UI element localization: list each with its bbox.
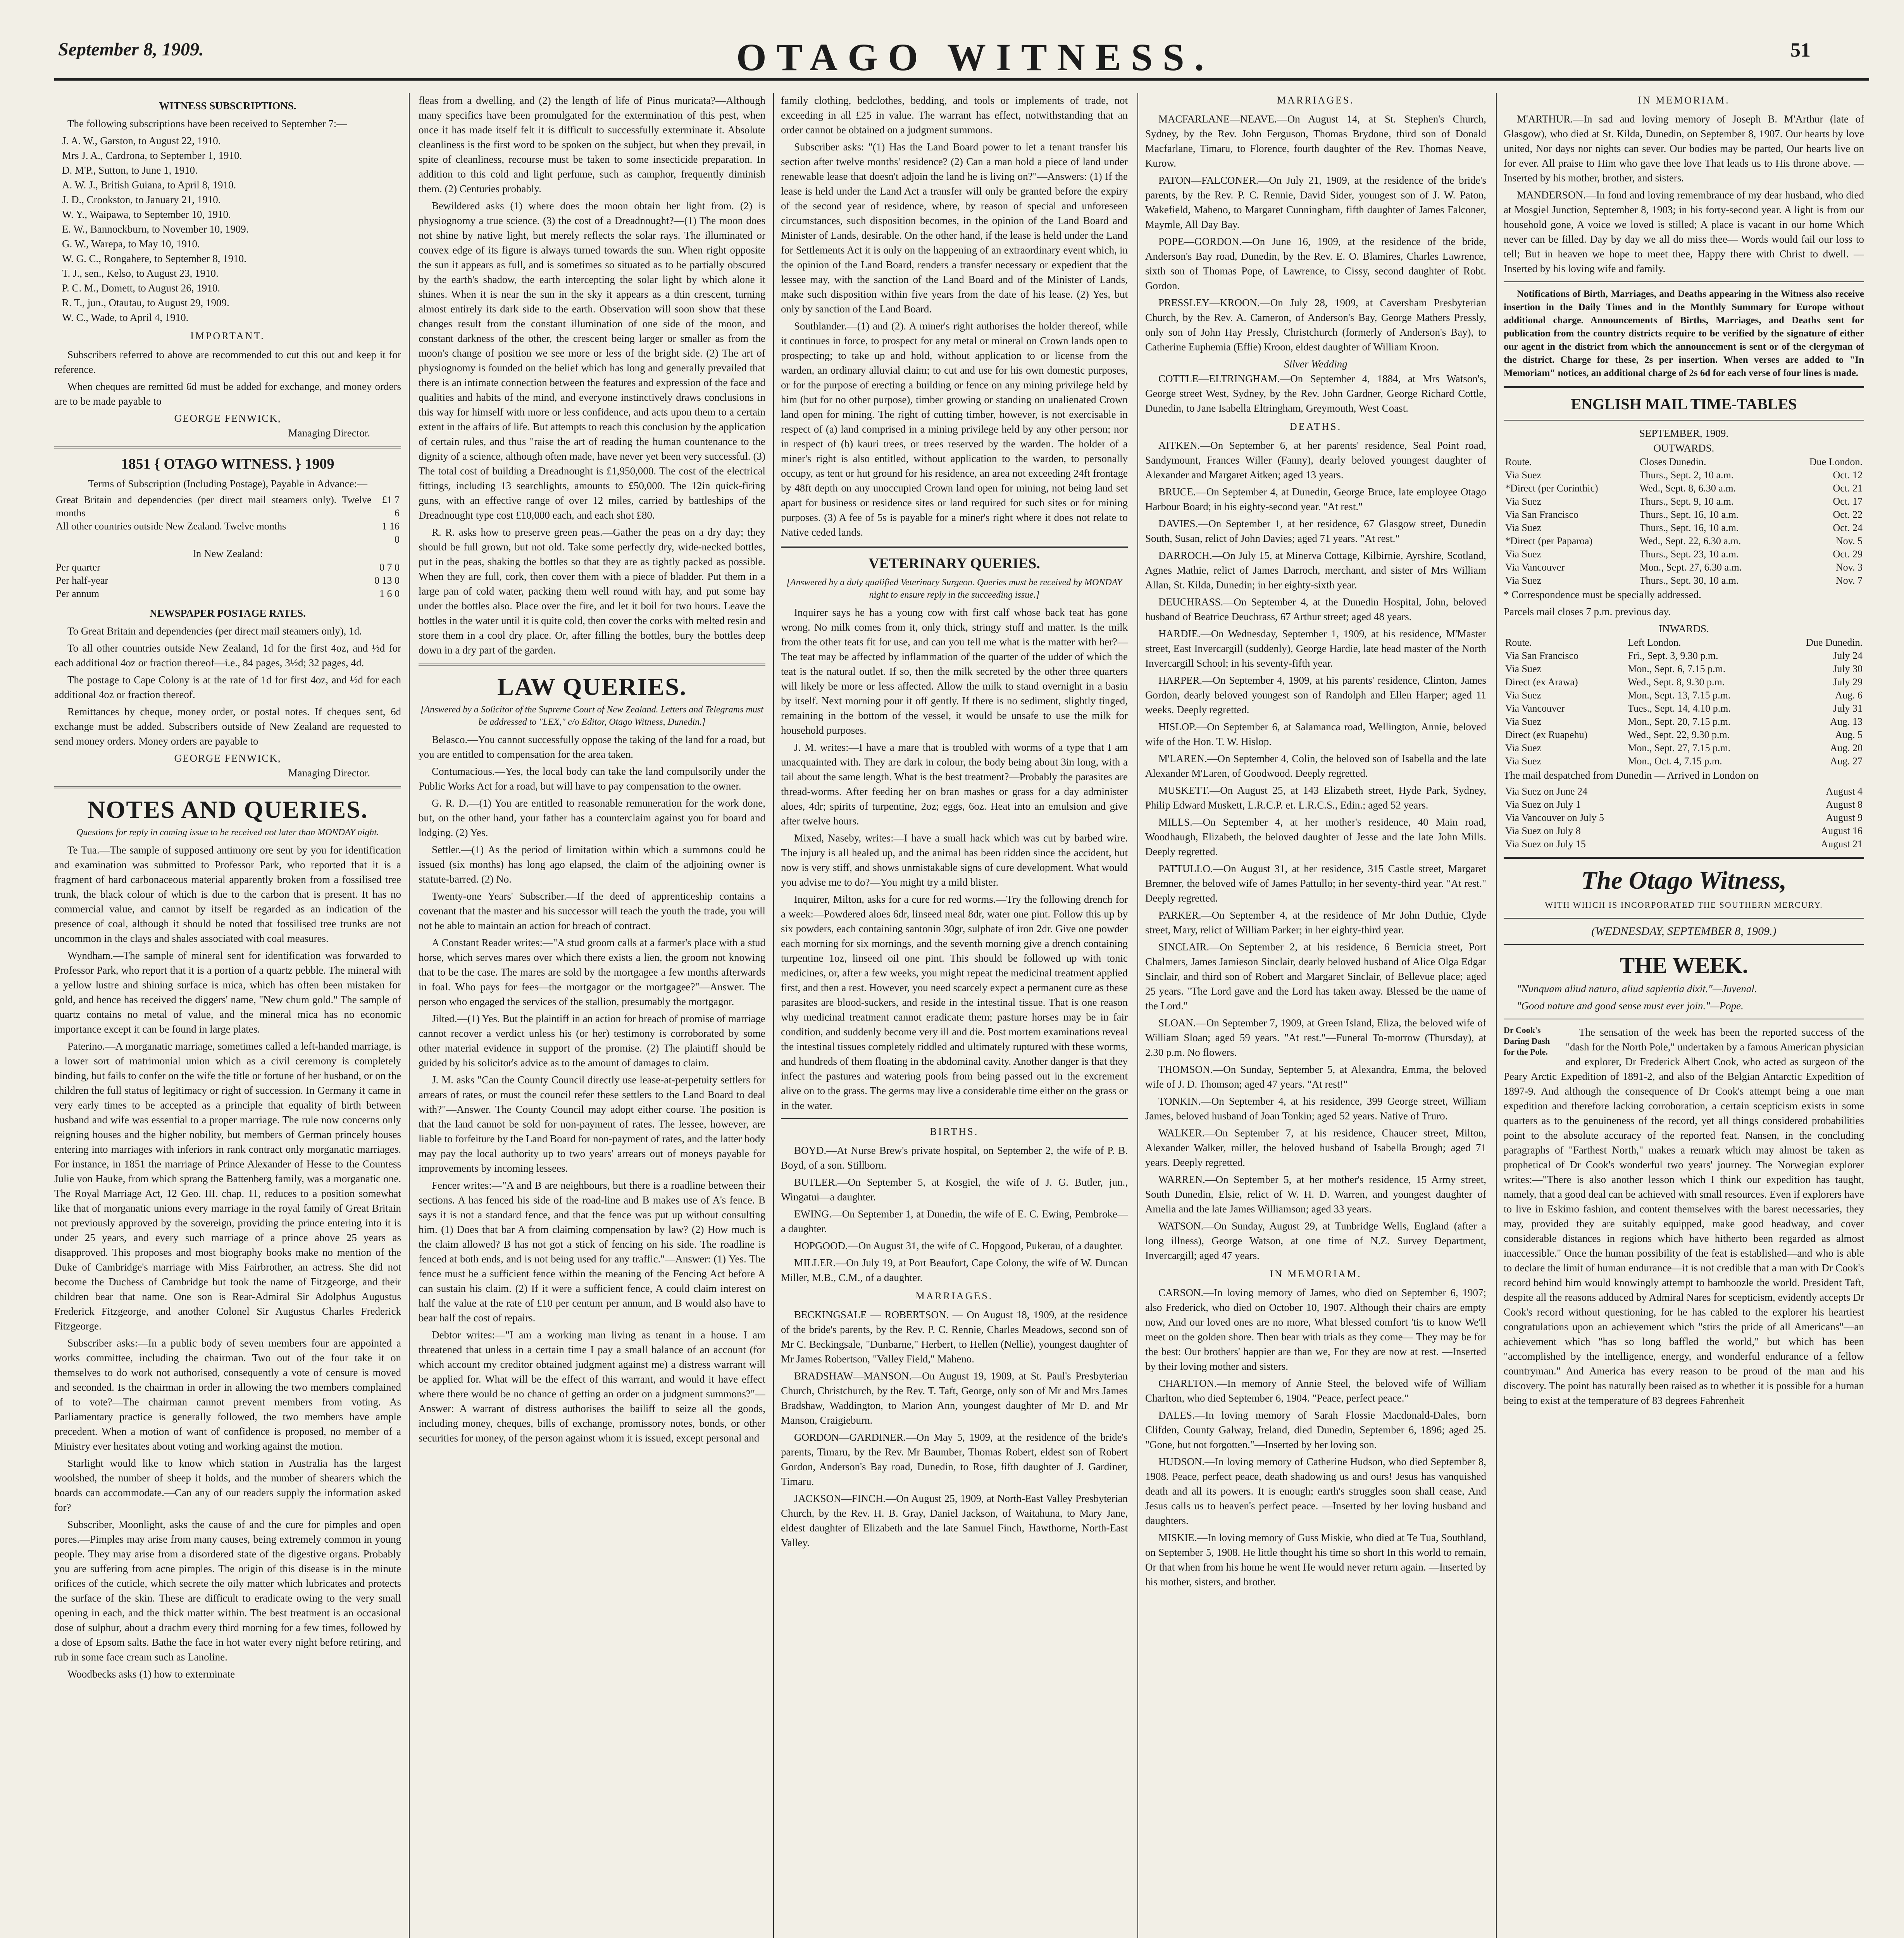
query-answer: Starlight would like to know which station in Australia has the largest woolshed, the number of sheep it holds, and the number of shearers which the boards can accommodate.—Can any of our readers supply the information asked for?: [54, 1457, 401, 1513]
route-cell: Via Suez: [1505, 548, 1542, 560]
law-answer: J. M. asks "Can the County Council directly use lease-at-perpetuity settlers for arrears of rates, or must the council refer these settlers to the Land Board to deal with?"—Answer. The County Council may adopt either course. The position is that the land cannot be sold for non-payment of rates. The lessee, however, are liable to forfeiture by the Land Board for non-payment of rates, and the latter body may pay the local authority up to two years' arrears out of moneys payable for improvements by incoming lessees.: [419, 1074, 765, 1174]
law-answer: Fencer writes:—"A and B are neighbours, but there is a roadline between their sections. A has fenced his side of the road-line and B makes use of A's fence. B says it is not a standard fence, and that the fence was put up without consulting him. (1) Does that bar A from claiming compensation by law? (2) How much is the claim allowed? B has not got a stick of fencing on his side. The roadline is fenced at both ends, and is not being used for any traffic."—Answer: (1) Yes. The fence must be a sufficient fence within the meaning of the Fencing Act before A can sustain his claim. (2) If it were a sufficient fence, A could claim interest on half the value at the rate of £10 per centum per annum, and B would also have to bear half the cost of repairs.: [419, 1179, 765, 1324]
signature-name: GEORGE FENWICK,: [174, 412, 281, 424]
witness-subscription-heading: 1851 { OTAGO WITNESS. } 1909: [121, 456, 334, 472]
the-week-heading: THE WEEK.: [1620, 953, 1748, 978]
parcels-note: Parcels mail closes 7 p.m. previous day.: [1504, 606, 1671, 617]
left-cell: Mon., Sept. 13, 7.15 p.m.: [1628, 690, 1731, 701]
postage-line: To Great Britain and dependencies (per direct mail steamers only), 1d.: [67, 625, 362, 637]
due-cell: Oct. 29: [1833, 548, 1863, 560]
table-row: [1504, 508, 1864, 521]
issue-date: September 8, 1909.: [58, 39, 204, 60]
despatch-cell: Via Suez on July 1: [1505, 799, 1581, 810]
birth-notice: BUTLER.—On September 5, at Kosgiel, the wife of J. G. Butler, jun., Wingatui—a daughter.: [781, 1176, 1128, 1203]
due-cell: Oct. 17: [1833, 496, 1863, 507]
column-divider: [409, 93, 410, 1938]
due-cell: July 24: [1833, 650, 1863, 661]
mail-month: SEPTEMBER, 1909.: [1639, 428, 1729, 439]
closes-cell: Thurs., Sept. 2, 10 a.m.: [1639, 469, 1734, 481]
query-answer: Paterino.—A morganatic marriage, sometimes called a left-handed marriage, is a lower sort of matrimonial union which as a civil ceremony is completely binding, but fails to confer on the wife the title or fortune of her husband, or on the children the full status of legitimacy or right of succession. In Germany it came in very early times to be accepted as a principle that equality of birth between husband and wife was essential to a proper marriage. The rule now concerns only reigning houses and the higher nobility, but members of German princely houses entering into marriages with inferiors in rank contract only morganatic marriages. For instance, in 1851 the marriage of Prince Alexander of Hesse to the Countess Julie von Hauke, from which sprang the Battenberg family, was a morganatic one. The Royal Marriage Act, 12 Geo. III. chap. 11, reduces to a position somewhat like that of morganatic unions every marriage in the royal family of Great Britain not previously approved by the sovereign, providing the prince entering into it is under 25 years, and every such marriage of a prince above 25 years as disapproved. This proposes and most biography books make no mention of the Duke of Cambridge's marriage with Miss Fairbrother, an actress. She did not become the Duchess of Cambridge but took the name of Fitzgeorge, and their children bear that name. One son is Rear-Admiral Sir Adolphus Augustus Frederick Fitzgeorge, and another Colonel Sir Augustus Charles Frederick Fitzgeorge.: [54, 1040, 401, 1332]
table-row: [1504, 561, 1864, 574]
masthead: [0, 0, 1904, 83]
postage-heading: NEWSPAPER POSTAGE RATES.: [150, 607, 306, 619]
masthead-rule: [54, 78, 1869, 81]
arrival-cell: August 8: [1826, 799, 1863, 810]
table-row: [1504, 811, 1864, 824]
rate-label: Great Britain and dependencies (per direct mail steamers only). Twelve months: [56, 494, 372, 519]
death-notice: MUSKETT.—On August 25, at 143 Elizabeth street, Hyde Park, Sydney, Philip Edward Muskett, L.R.C.P. et. L.R.C.S., Edin.; aged 52 years.: [1145, 785, 1486, 811]
memoriam-heading: IN MEMORIAM.: [1270, 1268, 1362, 1279]
rate-label: Per half-year: [56, 575, 108, 586]
marriage-notice: PRESSLEY—KROON.—On July 28, 1909, at Caversham Presbyterian Church, by the Rev. A. Cameron, of Anderson's Bay, George Mathers Pressly, only son of John Hay Pressly, Christchurch (formerly of Anderson's Bay), to Catherine Euphemia (Effie) Kroon, eldest daughter of William Kroon.: [1145, 297, 1486, 353]
despatch-cell: Via Vancouver on July 5: [1505, 812, 1604, 823]
column-3: [781, 93, 1128, 1938]
arrivals-note: The mail despatched from Dunedin — Arrived in London on: [1504, 769, 1759, 781]
veterinary-answer: J. M. writes:—I have a mare that is troubled with worms of a type that I am unacquainted with. They are dark in colour, the body being about 3in long, with a tail about the same length. What is the best treatment?—Probably the parasites are thread-worms. After feeding her on bran mashes or grass for a day administer aloes, 4dr; spirits of turpentine, 2oz; eggs, 6oz. Heat into an emulsion and give after twelve hours.: [781, 741, 1128, 827]
veterinary-note: [Answered by a duly qualified Veterinary Surgeon. Queries must be received by MONDAY night to ensure reply in the succeeding issue.]: [786, 578, 1122, 600]
table-row: [1504, 574, 1864, 587]
closes-cell: Thurs., Sept. 16, 10 a.m.: [1639, 509, 1739, 520]
memoriam-notice: MANDERSON.—In fond and loving remembrance of my dear husband, who died at Mosgiel Junction, September 8, 1903; in his forty-second year. A light is from our household gone, A voice we loved is stilled; A place is vacant in our home Which never can be filled. Day by day we all do miss thee— Words would fail our loss to tell; But in heaven we hope to meet thee, Happy there with Christ to dwell. —Inserted by his loving wife and family.: [1504, 189, 1864, 274]
editorial-paragraph: The sensation of the week has been the reported success of the "dash for the North Pole," undertaken by a famous American physician and explorer, Dr Frederick Albert Cook, who acted as surgeon of the Peary Arctic Expedition of 1891-2, and also of the Belgian Antarctic Expedition of 1897-9. And although the consequence of Dr Cook's attempt being a one man expedition and therefore lacking corroboration, a certain scepticism exists in some quarters as to the genuineness of the record, yet all things considered probabilities point to the absolute accuracy of the reported feat. Nansen, in the concluding paragraphs of "Farthest North," makes a remark which may almost be taken as prophetical of Dr Cook's wonderful two years' journey. The Norwegian explorer writes:—"There is also another lesson which I think our expedition has taught, namely, that a good deal can be achieved with small resources. Even if explorers have to live in Eskimo fashion, and content themselves with the barest necessaries, they may, provided they are suitably equipped, make good headway, and cover considerable distances in regions which have hitherto been regarded as almost inaccessible." Once the human possibility of the feat is established—and who is able to declare the limit of human endurance—it is not credible that a man with Dr Cook's record behind him would knowingly attempt to bamboozle the world. President Taft, despite all the reasons adduced by Admiral Nares for scepticism, evidently accepts Dr Cook's record without questioning, for he has cabled to the explorer his heartiest congratulations upon an achievement which "stirs the pride of all Americans"—an achievement which "has so long baffled the world," but which has been "accomplished by the intelligence, energy, and wonderful endurance of a fellow countryman." And America has every reason to be proud of the man and his discovery. The point has naturally been raised as to whether it is possible for a human being to exist at the temperature of 83 degrees Fahrenheit: [1504, 1026, 1864, 1406]
closes-cell: Wed., Sept. 22, 6.30 a.m.: [1639, 535, 1741, 547]
marriages-heading: MARRIAGES.: [915, 1290, 993, 1302]
rule: [1504, 944, 1864, 945]
table-row: [1504, 824, 1864, 838]
important-heading: IMPORTANT.: [190, 330, 265, 341]
memoriam-notice: MISKIE.—In loving memory of Guss Miskie, who died at Te Tua, Southland, on September 5, 1908. He little thought his time so short In this world to remain, Or that when from his home he went He would never return again. —Inserted by his mother, sisters, and brother.: [1145, 1532, 1486, 1588]
page-number: 51: [1790, 39, 1811, 61]
arrivals-table: [1504, 785, 1864, 851]
table-row: [1504, 755, 1864, 768]
death-notice: TONKIN.—On September 4, at his residence, 399 George street, William James, beloved husband of Joan Tonkin; aged 52 years. Native of Truro.: [1145, 1095, 1486, 1122]
left-cell: Fri., Sept. 3, 9.30 p.m.: [1628, 650, 1718, 661]
signature-title: Managing Director.: [288, 427, 370, 439]
route-cell: Via Vancouver: [1505, 562, 1565, 573]
inwards-table: [1504, 636, 1864, 768]
query-answer: Wyndham.—The sample of mineral sent for identification was forwarded to Professor Park, who report that it is a portion of a quartz pebble. The mineral with a yellow lustre and shining surface is mica, which has often been mistaken for gold, and hence has received the diggers' name, "New chum gold." The sample of quartz contains no metal of value, and the mineral mica has no economic importance except it can be found in large plates.: [54, 950, 401, 1035]
route-cell: *Direct (per Paparoa): [1505, 535, 1593, 547]
column-4: [1145, 93, 1486, 1938]
closes-cell: Thurs., Sept. 16, 10 a.m.: [1639, 522, 1739, 533]
rule: [1504, 420, 1864, 421]
outwards-footnote: * Correspondence must be specially addressed.: [1504, 589, 1701, 600]
column-header: Route.: [1505, 456, 1532, 467]
death-notice: AITKEN.—On September 6, at her parents' residence, Seal Point road, Sandymount, Frances Willer (Fanny), dearly beloved youngest daughter of Alexander and Margaret Aitken; aged 13 years.: [1145, 440, 1486, 481]
remittance-note: Remittances by cheque, money order, or postal notes. If cheques sent, 6d exchange must be added. Subscribers outside of New Zealand are requested to send money orders. Money orders are payable to: [54, 706, 401, 747]
route-cell: Via San Francisco: [1505, 650, 1579, 661]
table-row: [1504, 662, 1864, 676]
table-row: [1504, 676, 1864, 689]
closes-cell: Thurs., Sept. 23, 10 a.m.: [1639, 548, 1739, 560]
rule: [1504, 918, 1864, 919]
nz-rates-table: [54, 561, 401, 600]
table-row: [1504, 798, 1864, 811]
rate-label: Per annum: [56, 588, 99, 599]
rate-value: 0 7 0: [379, 562, 400, 573]
subscription-entry: A. W. J., British Guiana, to April 8, 1910.: [62, 179, 236, 191]
law-queries-heading: LAW QUERIES.: [497, 673, 687, 700]
subscription-entry: W. G. C., Rongahere, to September 8, 1910.: [62, 253, 246, 264]
veterinary-heading: VETERINARY QUERIES.: [868, 555, 1040, 572]
death-notice: PARKER.—On September 4, at the residence of Mr John Duthie, Clyde street, Mary, relict of William Parker; in her eighty-third year.: [1145, 909, 1486, 936]
due-cell: Oct. 22: [1833, 509, 1863, 520]
death-notice: DEUCHRASS.—On September 4, at the Dunedin Hospital, John, beloved husband of Beatrice Deuchrass, 67 Arthur street; aged 48 years.: [1145, 596, 1486, 622]
route-cell: Via Suez: [1505, 716, 1542, 727]
marriage-notice: GORDON—GARDINER.—On May 5, 1909, at the residence of the bride's parents, Timaru, by the Rev. Mr Baumber, Thomas Robert, eldest son of Robert Gordon, Anderson's Bay road, Dunedin, to Rose, fifth daughter of J. Gardiner, Timaru.: [781, 1431, 1128, 1487]
query-answer: Subscriber, Moonlight, asks the cause of and the cure for pimples and open pores.—Pimples may arise from many causes, being extremely common in young people. They may arise from a disordered state of the digestive organs. Probably you are suffering from acne pimples. The origin of this disease is in the minute orifices of the cuticle, which secrete the oily matter which lubricates and protects the surface of the skin. These are difficult to eradicate owing to the very small opening in each, and the thick matter within. The best treatment is an occasional dose of sulphur, about a drachm every third morning for a few times, followed by a dose of Epsom salts. Bathe the face in hot water every night before retiring, and rub in some face cream such as Lanoline.: [54, 1519, 401, 1663]
due-cell: Aug. 27: [1830, 755, 1863, 767]
column-header: Closes Dunedin.: [1639, 456, 1706, 467]
law-answer: Debtor writes:—"I am a working man living as tenant in a house. I am threatened that unless in a certain time I pay a small balance of an account (for which account my creditor obtained judgment against me) a distress warrant will be applied for. What will be the effect of this warrant, and would it have effect where there would be no chance of getting an order on a judgment summons?"—Answer: A warrant of distress authorises the bailiff to seize all the goods, including money, cheques, bills of exchange, promissory notes, bonds, or other securities for money, of the person against whom it is issued, except personal and: [419, 1329, 765, 1444]
rule: [1504, 386, 1864, 388]
table-row: [1504, 785, 1864, 798]
column-divider: [1137, 93, 1138, 1938]
rule: [419, 664, 765, 666]
due-cell: Aug. 13: [1830, 716, 1863, 727]
subscription-entry: P. C. M., Domett, to August 26, 1910.: [62, 282, 221, 294]
death-notice: BRUCE.—On September 4, at Dunedin, George Bruce, late employee Otago Harbour Board; in his eighty-second year. "At rest.": [1145, 486, 1486, 512]
due-cell: Oct. 12: [1833, 469, 1863, 481]
death-notice: MILLS.—On September 4, at her mother's residence, 40 Main road, Woodhaugh, Elizabeth, the beloved daughter of Jesse and the late John Mills. Deeply regretted.: [1145, 816, 1486, 857]
side-heading: Dr Cook's Daring Dash for the Pole.: [1504, 1025, 1550, 1057]
despatch-cell: Via Suez on July 15: [1505, 838, 1586, 850]
law-answer: Settler.—(1) As the period of limitation within which a summons could be issued (six months) has long ago elapsed, the claim of the adjoining owner is statute-barred. (2) No.: [419, 844, 765, 885]
table-row: [1504, 838, 1864, 851]
column-divider: [773, 93, 774, 1938]
rate-value: 1 16 0: [382, 521, 400, 545]
despatch-cell: Via Suez on June 24: [1505, 786, 1588, 797]
death-notice: DAVIES.—On September 1, at her residence, 67 Glasgow street, Dunedin South, Susan, relict of John Davies; aged 71 years. "At rest.": [1145, 518, 1486, 544]
rule: [1504, 281, 1864, 282]
veterinary-answer: Mixed, Naseby, writes:—I have a small hack which was cut by barbed wire. The injury is all healed up, and the animal has been ridden since the accident, but now is very stiff, and shows unmistakable signs of cure development. What would you advise me to do?—You might try a mild blister.: [781, 832, 1128, 888]
marriages-heading: MARRIAGES.: [1277, 95, 1354, 106]
editorial-date: (WEDNESDAY, SEPTEMBER 8, 1909.): [1591, 925, 1776, 938]
law-answer: Twenty-one Years' Subscriber.—If the deed of apprenticeship contains a covenant that the master and his successor will teach the youth the trade, you will not be able to maintain an action for breach of contract.: [419, 890, 765, 931]
route-cell: Direct (ex Arawa): [1505, 676, 1578, 688]
table-row: [1504, 482, 1864, 495]
birth-notice: BOYD.—At Nurse Brew's private hospital, on September 2, the wife of P. B. Boyd, of a son. Stillborn.: [781, 1145, 1128, 1171]
law-answer: Contumacious.—Yes, the local body can take the land compulsorily under the Public Works Act for a road, but will have to pay compensation to the owner.: [419, 766, 765, 792]
rule: [781, 1118, 1128, 1119]
memoriam-notice: HUDSON.—In loving memory of Catherine Hudson, who died September 8, 1908. Peace, perfect peace, death shadowing us and ours! Jesus has vanquished death and all its powers. It is enough; earth's struggles soon shall cease, And Jesus calls us to heaven's perfect peace. —Inserted by her loving husband and daughters.: [1145, 1456, 1486, 1526]
route-cell: *Direct (per Corinthic): [1505, 483, 1598, 494]
law-answer: Belasco.—You cannot successfully oppose the taking of the land for a road, but you are entitled to compensation for the area taken.: [419, 734, 765, 760]
death-notice: SLOAN.—On September 7, 1909, at Green Island, Eliza, the beloved wife of William Sloan; aged 59 years. "At rest."—Funeral To-morrow (Thursday), at 2.30 p.m. No flowers.: [1145, 1017, 1486, 1058]
motto: "Good nature and good sense must ever join."—Pope.: [1517, 1000, 1744, 1012]
due-cell: Oct. 21: [1833, 483, 1863, 494]
death-notice: HARPER.—On September 4, 1909, at his parents' residence, Clinton, James Gordon, dearly beloved youngest son of Randolph and Ellen Harper; aged 11 weeks. Deeply regretted.: [1145, 674, 1486, 716]
subscriptions-intro: The following subscriptions have been received to September 7:—: [67, 118, 347, 129]
subscription-entry: R. T., jun., Otautau, to August 29, 1909.: [62, 297, 229, 309]
law-queries-note: [Answered by a Solicitor of the Supreme Court of New Zealand. Letters and Telegrams must be addressed to "LEX," c/o Editor, Otago Witness, Dunedin.]: [420, 705, 763, 727]
law-answer: Southlander.—(1) and (2). A miner's right authorises the holder thereof, while it continues in force, to prospect for any metal or mineral on Crown lands open to prospecting; to take up and hold, without application to or license from the warden, an ordinary alluvial claim; to cut and use for his own domestic purposes, or for the purpose of erecting a building or fence on any mining privilege held by him (but for no other purpose), timber growing or standing on unalienated Crown land open for mining. The right of cutting timber, however, is not exercisable in respect of (a) land comprised in a mining privilege held by any other person; nor in respect of (b) kauri trees, or trees reserved by the warden. The holder of a miner's right is also entitled, without application to the warden, to personally occupy, as tent or hut ground for his residence, an area not exceeding 24ft frontage by 48ft depth on any unoccupied Crown land open for mining, not being land set apart for business or residence sites or land required for such sites or for mining purposes. (3) A fee of 5s is payable for a miner's right where it does not relate to Native ceded lands.: [781, 320, 1128, 538]
arrival-cell: August 4: [1826, 786, 1863, 797]
closes-cell: Wed., Sept. 8, 6.30 a.m.: [1639, 483, 1736, 494]
deaths-heading: DEATHS.: [1289, 421, 1342, 432]
rate-value: £1 7 6: [382, 494, 400, 519]
column-header: Due London.: [1809, 456, 1863, 467]
query-answer: Bewildered asks (1) where does the moon obtain her light from. (2) is physiognomy a true science. (3) the cost of a Dreadnought?—(1) The moon does not shine by native light, but merely reflects the solar rays. The illuminated or convex edge of its figure is always turned towards the sun. When right opposite the sun it appears as full, and is sometimes so situated as to be partially obscured by the earth's shadow, the earth intercepting the solar light by which alone it shines. When it is near the sun in the sky it appears as a thin crescent, turning almost entirely its dark side to the earth. Observation will soon show that these changes result from the constant illumination of one side of the moon, and constant darkness of the other, the crescent being larger or smaller as from the moon's change of position we see more or less of the bright side. (2) The art of physiognomy is founded on the belief which has long and generally prevailed that there is an intimate connection between the features and expression of the face and qualities and habits of the mind, and everyone instinctively draws conclusions in this way for himself with more or less confidence, and acts upon them to a certain extent in the affairs of life. But attempts to reach this conclusion by the application of certain rules, and thus "raise the art of reading the human countenance to the dignity of a science, although often made, have never yet been very successful. (3) The total cost of building a Dreadnought is £1,950,000. The cost of the electrical fittings, including 13 searchlights, amounts to £50,000. The 12in quick-firing guns, with an effective range of over 12 miles, carried by battleships of the Dreadnought type cost £10,000 each, and each shot £80.: [419, 200, 765, 521]
subscription-entry: W. C., Wade, to April 4, 1910.: [62, 312, 189, 323]
subscription-entry: G. W., Warepa, to May 10, 1910.: [62, 238, 200, 250]
subscription-entry: D. M'P., Sutton, to June 1, 1910.: [62, 164, 198, 176]
marriage-notice: POPE—GORDON.—On June 16, 1909, at the residence of the bride, Anderson's Bay road, Dunedin, by the Rev. E. O. Blamires, Charles Lawrence, sixth son of Thomas Pope, of Lawrence, to Cissy, second daughter of Robt. Gordon.: [1145, 236, 1486, 291]
death-notice: M'LAREN.—On September 4, Colin, the beloved son of Isabella and the late Alexander M'Laren, of Goodwood. Deeply regretted.: [1145, 753, 1486, 779]
table-row: [1504, 535, 1864, 548]
query-answer: Subscriber asks:—In a public body of seven members four are appointed a works committee, including the chairman. Two out of the four take it on themselves to do work not authorised, consequently a vote of censure is moved and seconded. Is the chairman in order in allowing the two members complained of to vote?—The chairman cannot prevent members from voting. As Parliamentary practice is generally followed, the two members have ample precedent. When a motion of want of confidence is proposed, no member of a Ministry ever hesitates about voting and working against the motion.: [54, 1337, 401, 1452]
subscription-entry: J. A. W., Garston, to August 22, 1910.: [62, 135, 221, 147]
table-row: [1504, 469, 1864, 482]
postage-line: The postage to Cape Colony is at the rate of 1d for first 4oz, and ½d for each additional 4oz or fraction thereof.: [54, 674, 401, 700]
column-2: [419, 93, 765, 1938]
closes-cell: Thurs., Sept. 9, 10 a.m.: [1639, 496, 1734, 507]
left-cell: Mon., Sept. 6, 7.15 p.m.: [1628, 663, 1726, 674]
query-answer: Woodbecks asks (1) how to exterminate: [67, 1668, 235, 1680]
notifications-notice: Notifications of Birth, Marriages, and Deaths appearing in the Witness also receive insertion in the Daily Times and in the Monthly Summary for Europe without additional charge. Announcements of Births, Marriages, and Deaths sent for publication from the country districts require to be verified by the signature of either our agent in the district from which the announcement is sent or of the clergyman of the district. Charge for these, 2s per insertion. When verses are added to "In Memoriam" notices, an additional charge of 2s 6d for each verse of four lines is made.: [1504, 289, 1864, 378]
column-1: [54, 93, 401, 1938]
rule: [54, 447, 401, 448]
left-cell: Mon., Sept. 27, 7.15 p.m.: [1628, 742, 1731, 753]
column-header: Route.: [1505, 637, 1532, 648]
rule: [1504, 857, 1864, 859]
query-answer: fleas from a dwelling, and (2) the length of life of Pinus muricata?—Although many specifics have been promulgated for the extermination of this pest, when once it has made itself felt it is difficult to successfully exterminate it. Absolute cleanliness is the first word to be spoken on the subject, but when they prevail, in spite of cleanliness, recourse must be taken to some insecticide preparation. In addition to this cold and light perfume, such as camphor, frequently diminish them. (2) Centuries probably.: [419, 95, 765, 195]
silver-wedding-notice: COTTLE—ELTRINGHAM.—On September 4, 1884, at Mrs Watson's, George street West, Sydney, by the Rev. John Gardner, George Richard Cottle, Dunedin, to Jane Isabella Eltringham, Greymouth, West Coast.: [1145, 373, 1486, 414]
law-answer: family clothing, bedclothes, bedding, and tools or implements of trade, not exceeding in all £25 in value. The warrant has effect, notwithstanding that an order cannot be obtained on a judgment summons.: [781, 95, 1128, 136]
route-cell: Via San Francisco: [1505, 509, 1579, 520]
due-cell: Aug. 20: [1830, 742, 1863, 753]
memoriam-notice: CHARLTON.—In memory of Annie Steel, the beloved wife of William Charlton, who died September 6, 1904. "Peace, perfect peace.": [1145, 1378, 1486, 1404]
marriage-notice: MACFARLANE—NEAVE.—On August 14, at St. Stephen's Church, Sydney, by the Rev. John Ferguson, Thomas Brydone, third son of Donald Macfarlane, Timaru, to Florence, fourth daughter of the Rev. Thomas Neave, Kurow.: [1145, 113, 1486, 169]
notes-queries-note: Questions for reply in coming issue to be received not later than MONDAY night.: [76, 828, 379, 838]
due-cell: Nov. 3: [1835, 562, 1863, 573]
due-cell: Nov. 7: [1835, 575, 1863, 586]
table-row: [1504, 521, 1864, 535]
death-notice: HARDIE.—On Wednesday, September 1, 1909, at his residence, M'Master street, East Invercargill (suddenly), George Hardie, late head master of the North Invercargill School; in his seventy-fifth year.: [1145, 628, 1486, 669]
outwards-table: [1504, 455, 1864, 587]
rates-table: [54, 493, 401, 546]
left-cell: Mon., Sept. 20, 7.15 p.m.: [1628, 716, 1731, 727]
route-cell: Via Suez: [1505, 575, 1542, 586]
otago-witness-nameplate: The Otago Witness,: [1581, 866, 1787, 895]
despatch-cell: Via Suez on July 8: [1505, 825, 1581, 836]
closes-cell: Mon., Sept. 27, 6.30 a.m.: [1639, 562, 1742, 573]
rule: [54, 786, 401, 788]
table-row: [1504, 689, 1864, 702]
law-answer: A Constant Reader writes:—"A stud groom calls at a farmer's place with a stud horse, which serves mares over which there exists a lien, the groom not knowing that to be the case. The mares are sold by the mortgagee a few months afterwards in foal. Who pays for fees—the mortgagor or the mortgagee?"—Answer. The person who engaged the services of the stallion, presumably the mortgagor.: [419, 937, 765, 1007]
closes-cell: Thurs., Sept. 30, 10 a.m.: [1639, 575, 1739, 586]
table-row: [1504, 548, 1864, 561]
births-heading: BIRTHS.: [930, 1126, 979, 1137]
rate-label: Per quarter: [56, 562, 100, 573]
route-cell: Via Vancouver: [1505, 703, 1565, 714]
due-cell: Nov. 5: [1835, 535, 1863, 547]
important-note: When cheques are remitted 6d must be added for exchange, and money orders are to be made payable to: [54, 381, 401, 407]
law-answer: Jilted.—(1) Yes. But the plaintiff in an action for breach of promise of marriage cannot recover a verdict unless his (or her) testimony is corroborated by some other material evidence in support of the promise. (2) The plaintiff should be guided by his solicitor's advice as to the amount of damages to claim.: [419, 1013, 765, 1069]
left-cell: Mon., Oct. 4, 7.15 p.m.: [1628, 755, 1722, 767]
death-notice: PATTULLO.—On August 31, at her residence, 315 Castle street, Margaret Bremner, the beloved wife of James Pattullo; in her seventy-third year. "At rest." Deeply regretted.: [1145, 863, 1486, 904]
subscription-entry: W. Y., Waipawa, to September 10, 1910.: [62, 209, 231, 220]
memoriam-notice: DALES.—In loving memory of Sarah Flossie Macdonald-Dales, born Clifden, County Galway, Ireland, died Dunedin, September 6, 1896; aged 25. "Gone, but not forgotten."—Inserted by her loving son.: [1145, 1409, 1486, 1450]
left-cell: Wed., Sept. 22, 9.30 p.m.: [1628, 729, 1730, 740]
notes-queries-heading: NOTES AND QUERIES.: [87, 796, 368, 823]
birth-notice: MILLER.—On July 19, at Port Beaufort, Cape Colony, the wife of W. Duncan Miller, M.B., C.M., of a daughter.: [781, 1257, 1128, 1283]
arrival-cell: August 21: [1821, 838, 1863, 850]
veterinary-answer: Inquirer, Milton, asks for a cure for red worms.—Try the following drench for a week:—Powdered aloes 6dr, linseed meal 8dr, water one pint. Follow this up by six powders, each containing santonin 30gr, sulphate of iron 2dr. Give one powder each morning for six mornings, and the seventh morning give a drench containing turpentine 1oz, linseed oil one pint. This should be followed up with tonic medicines, or, after a few weeks, you might repeat the medicinal treatment applied first, and then a rest. However, you need scarcely expect a permanent cure as these parasites are blood-suckers, and reside in the intestinal tissue. That is one reason why medicinal treatment cannot eradicate them; pasture horses may be in fair condition, and suddenly become very ill and die. Post mortem examinations reveal the intestinal tissues completely riddled and ultimately ruptured with these worms, and hundreds of them floating in the abdominal cavity. Another danger is that they infect the pastures and watering pools from being passed out in the excrement alive on to the grass. The germs may live a considerable time either on the grass or in the water.: [781, 893, 1128, 1111]
death-notice: HISLOP.—On September 6, at Salamanca road, Wellington, Annie, beloved wife of the Hon. T. W. Hislop.: [1145, 721, 1486, 747]
motto: "Nunquam aliud natura, aliud sapientia dixit."—Juvenal.: [1517, 983, 1757, 995]
route-cell: Via Suez: [1505, 469, 1542, 481]
table-row: [1504, 741, 1864, 755]
law-answer: G. R. D.—(1) You are entitled to reasonable remuneration for the work done, but, on the other hand, your father has a counterclaim against you for board and lodging. (2) Yes.: [419, 797, 765, 838]
outwards-heading: OUTWARDS.: [1653, 442, 1714, 454]
birth-notice: HOPGOOD.—On August 31, the wife of C. Hopgood, Pukerau, of a daughter.: [794, 1240, 1123, 1252]
table-row: [1504, 495, 1864, 508]
query-answer: Te Tua.—The sample of supposed antimony ore sent by you for identification and examination was submitted to Professor Park, who reported that it is a fragment of hard carbonaceous material apparently broken from a fossilised tree trunk, the black colour of which is due to the carbon that is present. It has no commercial value, and cannot by itself be regarded as an indication of the presence of coal, although it should be noted that fossilised tree trunks are not uncommon in the clays and shales associated with coal measures.: [54, 844, 401, 944]
marriage-notice: BECKINGSALE — ROBERTSON. — On August 18, 1909, at the residence of the bride's parents, by the Rev. P. C. Rennie, Charles Meadows, second son of Mr C. Beckingsale, "Dunbarne," Herbert, to Hellen (Nellie), youngest daughter of Mr James Robertson, "Valley Field," Maheno.: [781, 1309, 1128, 1365]
query-answer: R. R. asks how to preserve green peas.—Gather the peas on a dry day; they should be full grown, but not old. Take some perfectly dry, wide-necked bottles, put in the peas, shaking the bottles so that they are as tightly packed as possible. When they are full, cork, then cover them with a piece of bladder. Put them in a large pan of cold water, packing them well round with hay, and put some hay under the bottles also. Place over the fire, and let it boil for two hours. Leave the bottles in the water until it is quite cold, then cover the corks with melted resin and store them in a cool dry place. Or, after filling the bottles, bury the bottles deep down in a dry part of the garden.: [419, 526, 765, 656]
due-cell: Aug. 6: [1835, 690, 1863, 701]
due-cell: July 31: [1833, 703, 1863, 714]
marriage-notice: PATON—FALCONER.—On July 21, 1909, at the residence of the bride's parents, by the Rev. P. C. Rennie, David Sider, youngest son of J. W. Paton, Wakefield, Maheno, to Margaret Cunningham, fifth daughter of James Falconer, Maymle, All Day Bay.: [1145, 174, 1486, 230]
route-cell: Via Suez: [1505, 742, 1542, 753]
veterinary-answer: Inquirer says he has a young cow with first calf whose back teat has gone wrong. No milk comes from it, only thick, stringy stuff and matter. Is the milk from the other teats fit for use, and can you tell me what is the matter with her?—The teat may be affected by inflammation of the quarter of the udder of which the teat is the natural outlet. If so, then the milk secreted by the other three quarters will likely be more or less affected. Allow the milk to stand overnight in a basin by itself. Next morning pour it off gently. If there is no sediment, slightly tinged, remaining in the bottom of the vessel, it would be unsafe to use the milk for household purposes.: [781, 607, 1128, 736]
death-notice: THOMSON.—On Sunday, September 5, at Alexandra, Emma, the beloved wife of J. D. Thomson; aged 47 years. "At rest!": [1145, 1064, 1486, 1090]
subscriptions-list: [54, 133, 401, 325]
memoriam-heading: IN MEMORIAM.: [1638, 95, 1730, 106]
column-divider: [1496, 93, 1497, 1938]
silver-wedding-heading: Silver Wedding: [1284, 358, 1347, 370]
due-cell: Oct. 24: [1833, 522, 1863, 533]
due-cell: July 29: [1833, 676, 1863, 688]
death-notice: WATSON.—On Sunday, August 29, at Tunbridge Wells, England (after a long illness), George Watson, at one time of N.Z. Survey Department, Invercargill; aged 47 years.: [1145, 1220, 1486, 1261]
newspaper-title: OTAGO WITNESS.: [736, 36, 1214, 79]
left-cell: Tues., Sept. 14, 4.10 p.m.: [1628, 703, 1731, 714]
in-nz-label: In New Zealand:: [192, 548, 263, 559]
column-header: Left London.: [1628, 637, 1681, 648]
route-cell: Via Suez: [1505, 690, 1542, 701]
rate-value: 1 6 0: [379, 588, 400, 599]
incorporation-line: WITH WHICH IS INCORPORATED THE SOUTHERN MERCURY.: [1545, 900, 1823, 910]
law-answer: Subscriber asks: "(1) Has the Land Board power to let a tenant transfer his section after twelve months' residence? (2) Can a man hold a piece of land under renewable lease that doesn't adjoin the land he is living on?"—Answers: (1) If the lease is held under the Land Act a transfer will only be granted before the expiry of the second year of residence, where, by reason of special and unforeseen circumstances, such disposition becomes, in the opinion of the Land Board and Minister of Lands, desirable. On the other hand, if the lease is held under the Land for Settlements Act it is only on the happening of an extraordinary event which, in the opinion of the Land Board, renders a transfer necessary or expedient that the lessee may, with the sanction of the Land Board and of the Minister of Lands, make such disposition within five years from the date of his lease. (2) Yes, but only by sanction of the Land Board.: [781, 141, 1128, 315]
mail-timetable-heading: ENGLISH MAIL TIME-TABLES: [1571, 395, 1797, 413]
rule: [781, 546, 1128, 548]
subscription-entry: T. J., sen., Kelso, to August 23, 1910.: [62, 267, 219, 279]
column-header: Due Dunedin.: [1806, 637, 1863, 648]
table-row: [1504, 728, 1864, 741]
due-cell: July 30: [1833, 663, 1863, 674]
table-row: [1504, 715, 1864, 728]
left-cell: Wed., Sept. 8, 9.30 p.m.: [1628, 676, 1725, 688]
terms-line: Terms of Subscription (Including Postage), Payable in Advance:—: [88, 478, 367, 490]
marriage-notice: JACKSON—FINCH.—On August 25, 1909, at North-East Valley Presbyterian Church, by the Rev. H. B. Gray, Daniel Jackson, of Waitahuna, to Mary Jane, eldest daughter of Elizabeth and the late Samuel Finch, Hawthorne, North-East Valley.: [781, 1493, 1128, 1548]
important-note: Subscribers referred to above are recommended to cut this out and keep it for reference.: [54, 349, 401, 375]
postage-line: To all other countries outside New Zealand, 1d for the first 4oz, and ½d for each additional 4oz or fraction thereof—i.e., 84 pages, 3½d; 32 pages, 4d.: [54, 642, 401, 669]
column-5: [1504, 93, 1864, 1938]
route-cell: Via Suez: [1505, 755, 1542, 767]
death-notice: SINCLAIR.—On September 2, at his residence, 6 Bernicia street, Port Chalmers, James Jamieson Sinclair, dearly beloved husband of Alice Olga Edgar Sinclair, and third son of Robert and Margaret Sinclair, of Bellevue place; aged 25 years. "The Lord gave and the Lord has taken away. Blessed be the name of the Lord.": [1145, 941, 1486, 1012]
route-cell: Direct (ex Ruapehu): [1505, 729, 1588, 740]
arrival-cell: August 9: [1826, 812, 1863, 823]
table-row: [1504, 702, 1864, 715]
rate-label: All other countries outside New Zealand. Twelve months: [56, 521, 286, 532]
rate-value: 0 13 0: [374, 575, 400, 586]
inwards-heading: INWARDS.: [1659, 623, 1709, 635]
subscription-entry: E. W., Bannockburn, to November 10, 1909.: [62, 223, 249, 235]
birth-notice: EWING.—On September 1, at Dunedin, the wife of E. C. Ewing, Pembroke—a daughter.: [781, 1208, 1128, 1235]
subscriptions-heading: WITNESS SUBSCRIPTIONS.: [159, 100, 296, 112]
memoriam-notice: M'ARTHUR.—In sad and loving memory of Joseph B. M'Arthur (late of Glasgow), who died at St. Kilda, Dunedin, on September 8, 1907. Our hearts by love united, Nor days nor nights can sever. Our bodies may be parted, Our hearts live on for ever. All praise to Him who gave thee love That leads us to His throne above. —Inserted by his mother, brother, and sisters.: [1504, 113, 1864, 184]
route-cell: Via Suez: [1505, 663, 1542, 674]
death-notice: WALKER.—On September 7, at his residence, Chaucer street, Milton, Alexander Walker, miller, the beloved husband of Isabella Brough; aged 71 years. Deeply regretted.: [1145, 1127, 1486, 1168]
route-cell: Via Suez: [1505, 496, 1542, 507]
death-notice: DARROCH.—On July 15, at Minerva Cottage, Kilbirnie, Ayrshire, Scotland, Agnes Mathie, relict of James Darroch, merchant, and sister of Mrs William Allan, St. Kilda, Dunedin; in her eighty-sixth year.: [1145, 550, 1486, 591]
subscription-entry: Mrs J. A., Cardrona, to September 1, 1910.: [62, 150, 242, 161]
table-row: [1504, 649, 1864, 662]
signature-title: Managing Director.: [288, 767, 370, 779]
marriage-notice: BRADSHAW—MANSON.—On August 19, 1909, at St. Paul's Presbyterian Church, Christchurch, by the Rev. T. Taft, George, only son of Mr and Mrs James Bradshaw, Waddington, to Marion Ann, youngest daughter of Mr D. and Mr Manson, Craigieburn.: [781, 1370, 1128, 1426]
due-cell: Aug. 5: [1835, 729, 1863, 740]
signature-name: GEORGE FENWICK,: [174, 752, 281, 764]
memoriam-notice: CARSON.—In loving memory of James, who died on September 6, 1907; also Frederick, who died on October 10, 1907. Although their chairs are empty now, And our loved ones are no more, What blessed comfort 'tis to know We'll meet on the golden shore. Then bear with trials as they come— They may be for the best: Our brothers' happier are than we, For they are now at rest. —Inserted by their loving mother and sisters.: [1145, 1287, 1486, 1372]
subscription-entry: J. D., Crookston, to January 21, 1910.: [62, 194, 221, 205]
arrival-cell: August 16: [1821, 825, 1863, 836]
death-notice: WARREN.—On September 5, at her mother's residence, 15 Army street, South Dunedin, Elsie, relict of W. H. D. Warren, and youngest daughter of Amelia and the late James Williamson; aged 33 years.: [1145, 1174, 1486, 1215]
route-cell: Via Suez: [1505, 522, 1542, 533]
